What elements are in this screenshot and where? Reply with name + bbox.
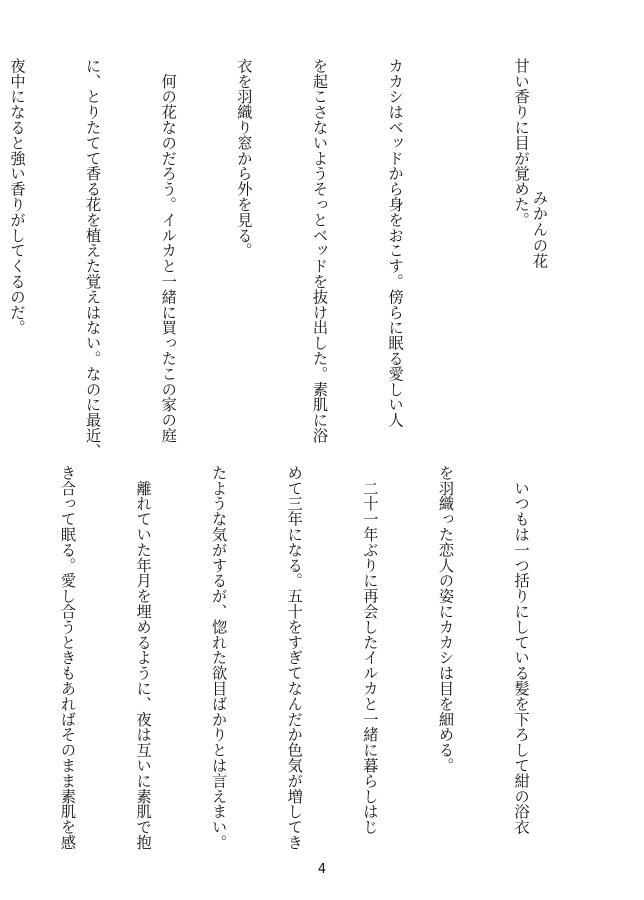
page-number: 4 xyxy=(317,862,327,877)
text-line xyxy=(0,465,4,817)
text-line: カカシはベッドから身をおこす。傍らに眠る愛しい人 xyxy=(386,58,405,428)
story-title: みかんの花 xyxy=(531,190,549,269)
text-line: を羽織った恋人の姿にカカシは目を細める。 xyxy=(436,465,455,773)
text-line: いつもは一つ括りにしている髪を下ろして紺の浴衣 xyxy=(512,465,531,835)
text-line: 離れていた年月を埋めるように、夜は互いに素肌で抱 xyxy=(134,465,153,850)
text-line: めて三年になる。五十をすぎてなんだか色気が増してき xyxy=(285,465,304,850)
lower-text-block xyxy=(0,465,584,850)
upper-text-block xyxy=(0,58,584,459)
text-line: 衣を羽織り窓から外を見る。 xyxy=(235,58,254,259)
text-line: に、とりたてて香る花を植えた覚えはない。なのに最近、 xyxy=(84,58,103,459)
text-line: 二十一年ぶりに再会したイルカと一緒に暮らしはじ xyxy=(361,465,380,835)
text-line: たような気がするが、惚れた欲目ばかりとは言えまい。 xyxy=(210,465,229,850)
text-line: 甘い香りに目が覚めた。 xyxy=(512,58,531,228)
text-line: を起こさないようそっとベッドを抜け出した。素肌に浴 xyxy=(310,58,329,443)
text-line: き合って眠る。愛し合うときもあればそのまま素肌を感 xyxy=(58,465,77,850)
text-line: 何の花なのだろう。イルカと一緒に買ったこの家の庭 xyxy=(159,58,178,443)
text-line: 夜中になると強い香りがしてくるのだ。 xyxy=(8,58,27,336)
